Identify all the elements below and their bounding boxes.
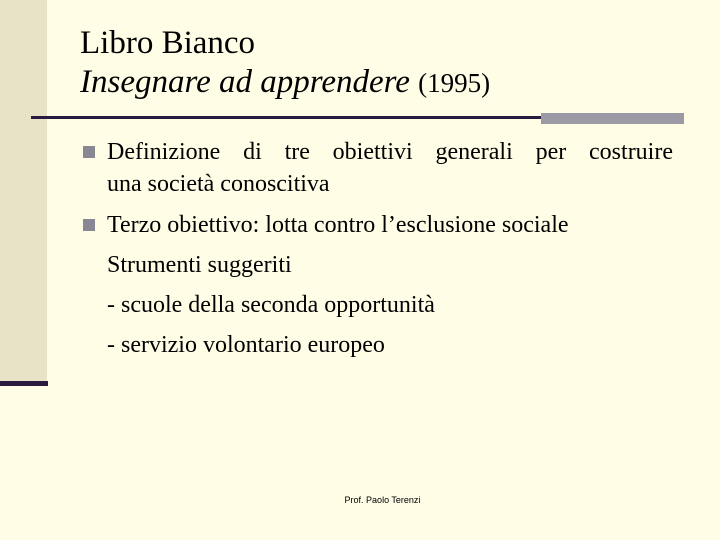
title-subtitle: Insegnare ad apprendere [80, 64, 410, 100]
bullet-item [83, 205, 673, 245]
bullet-text: Terzo obiettivo: lotta contro l’esclusione sociale [107, 212, 569, 238]
bullet-text-continuation: una società conoscitiva [107, 171, 330, 197]
title-year: (1995) [418, 68, 491, 98]
title-divider-accent [541, 113, 684, 124]
square-bullet-icon [83, 219, 95, 231]
title-line-1: Libro Bianco [80, 25, 256, 61]
square-bullet-icon [83, 146, 95, 158]
left-band-underline [0, 381, 48, 386]
bullet-item [83, 134, 673, 200]
title-line-2 [80, 62, 700, 103]
left-decorative-band [0, 0, 47, 382]
slide-title [80, 24, 700, 103]
body-line: - scuole della seconda opportunità [107, 292, 435, 318]
bullet-text: Definizione di tre obiettivi generali per costruire [107, 139, 673, 165]
body-line: Strumenti suggeriti [107, 252, 292, 278]
slide-body [83, 134, 673, 365]
body-line: - servizio volontario europeo [107, 332, 385, 358]
footer-author: Prof. Paolo Terenzi [344, 495, 421, 505]
